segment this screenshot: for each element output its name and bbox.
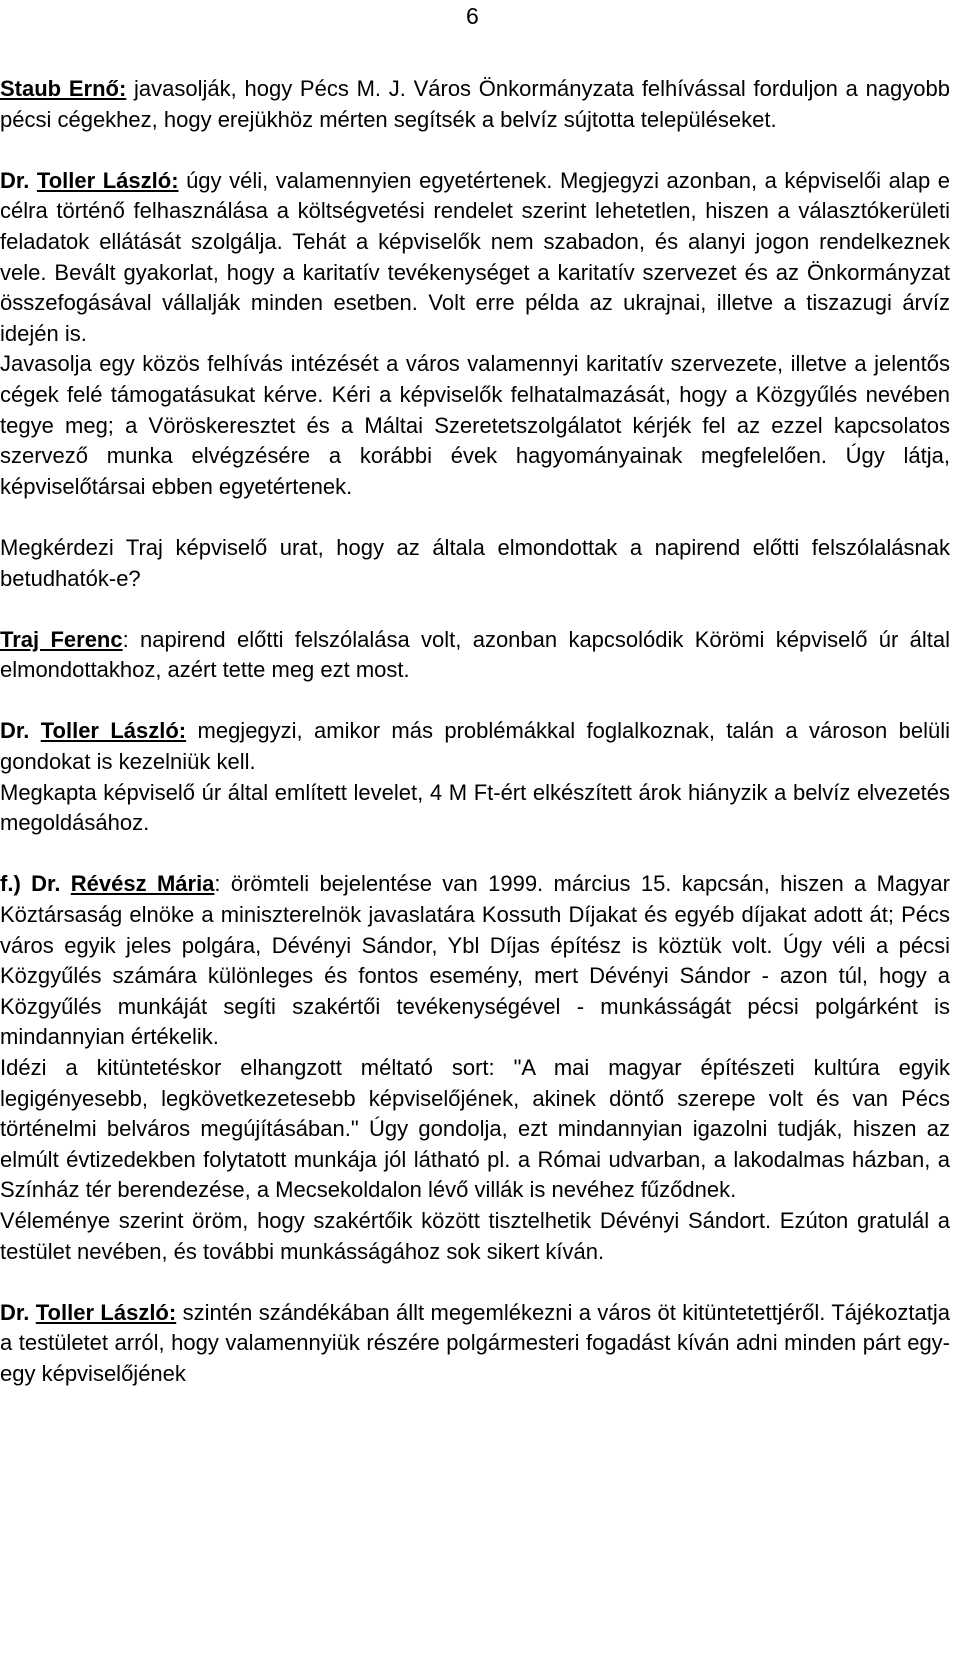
page-number: 6 bbox=[466, 3, 479, 29]
paragraph-text: szintén szándékában állt megemlékezni a város öt kitüntetettjéről. Tájékoztatja a testületet arról, hogy valamennyiük részére polgármesteri fogadást kíván adni minden párt egy-egy képviselőjének bbox=[0, 1299, 950, 1386]
speaker-name: Toller László: bbox=[35, 1299, 177, 1325]
paragraph-staub bbox=[0, 74, 950, 135]
speaker-prefix: Dr. bbox=[0, 167, 37, 193]
speaker-name: Toller László: bbox=[40, 718, 187, 744]
speaker-prefix: f.) Dr. bbox=[0, 871, 71, 897]
paragraph-toller-2 bbox=[0, 716, 950, 777]
speaker-prefix: Dr. bbox=[0, 718, 41, 744]
paragraph-revesz-continuation: Idézi a kitüntetéskor elhangzott méltató sort: "A mai magyar építészeti kultúra egyik legigényesebb, legkövetkezetesebb képviselőjének, akinek döntő szerepe volt és van Pécs történelmi belváros megújításában." Úgy gondolja, ezt mindannyian igazolni tudják, hiszen az elmúlt évtizedekben folytatott munkája jól látható pl. a Római udvarban, a lakodalmas házban, a Színház tér berendezése, a Mecsekoldalon lévő villák is nevéhez fűződnek. bbox=[0, 1055, 950, 1203]
paragraph-revesz bbox=[0, 869, 950, 1053]
paragraph-toller-1-continuation: Javasolja egy közös felhívás intézését a város valamennyi karitatív szervezete, illetve a jelentős cégek felé támogatásukat kérve. Kéri a képviselők felhatalmazását, hogy a Közgyűlés nevében tegye meg; a Vöröskeresztet és a Máltai Szeretetszolgálatot kérjék fel az ezzel kapcsolatos szervező munka elvégzésére a korábbi évek hagyományainak megfelelően. Úgy látja, képviselőtársai ebben egyetértenek. bbox=[0, 351, 950, 499]
speaker-name: Staub Ernő: bbox=[0, 76, 127, 101]
paragraph-text: : örömteli bejelentése van 1999. március 15. kapcsán, hiszen a Magyar Köztársaság elnöke a miniszterelnök javaslatára Kossuth Díjakat és egyéb díjakat adott át; Pécs város egyik jeles polgára, Dévényi Sándor, Ybl Díjas építész is köztük volt. Úgy véli a pécsi Közgyűlés számára különleges és fontos esemény, mert Dévényi Sándor - azon túl, hogy a Közgyűlés munkáját segíti szakértői tevékenységével - munkásságát pécsi polgárként is mindannyian értékelik. bbox=[0, 871, 950, 1050]
paragraph-traj bbox=[0, 625, 950, 686]
paragraph-question: Megkérdezi Traj képviselő urat, hogy az általa elmondottak a napirend előtti felszólalásnak betudhatók-e? bbox=[0, 534, 950, 591]
document-body bbox=[0, 74, 950, 1390]
paragraph-text: megjegyzi, amikor más problémákkal foglalkoznak, talán a városon belüli gondokat is kezelniük kell. bbox=[0, 718, 950, 775]
paragraph-toller-1 bbox=[0, 166, 950, 350]
paragraph-toller-2-continuation: Megkapta képviselő úr által említett levelet, 4 M Ft-ért elkészített árok hiányzik a belvíz elvezetés megoldásához. bbox=[0, 779, 950, 836]
paragraph-text: úgy véli, valamennyien egyetértenek. Megjegyzi azonban, a képviselői alap e célra történő felhasználása a költségvetési rendelet szerint lehetetlen, hiszen a választókerületi feladatok ellátását szolgálja. Tehát a képviselők nem szabadon, és alanyi jogon rendelkeznek vele. Bevált gyakorlat, hogy a karitatív tevékenységet a karitatív szervezet és az Önkormányzat összefogásával vállalják minden esetben. Volt erre példa az ukrajnai, illetve a tiszazugi árvíz idején is. bbox=[0, 167, 950, 346]
paragraph-text: javasolják, hogy Pécs M. J. Város Önkormányzata felhívással forduljon a nagyobb pécsi cégekhez, hogy erejükhöz mérten segítsék a belvíz sújtotta településeket. bbox=[0, 76, 951, 132]
speaker-name: Révész Mária bbox=[70, 871, 215, 897]
paragraph-text: : napirend előtti felszólalása volt, azonban kapcsolódik Körömi képviselő úr által elmondottakhoz, azért tette meg ezt most. bbox=[0, 626, 951, 683]
speaker-name: Toller László: bbox=[36, 167, 179, 193]
speaker-name: Traj Ferenc bbox=[0, 626, 123, 652]
paragraph-toller-3 bbox=[0, 1298, 950, 1390]
paragraph-revesz-continuation-2: Véleménye szerint öröm, hogy szakértőik között tisztelhetik Dévényi Sándort. Ezúton gratulál a testület nevében, és további munkásságához sok sikert kíván. bbox=[0, 1207, 950, 1264]
speaker-prefix: Dr. bbox=[0, 1299, 36, 1325]
